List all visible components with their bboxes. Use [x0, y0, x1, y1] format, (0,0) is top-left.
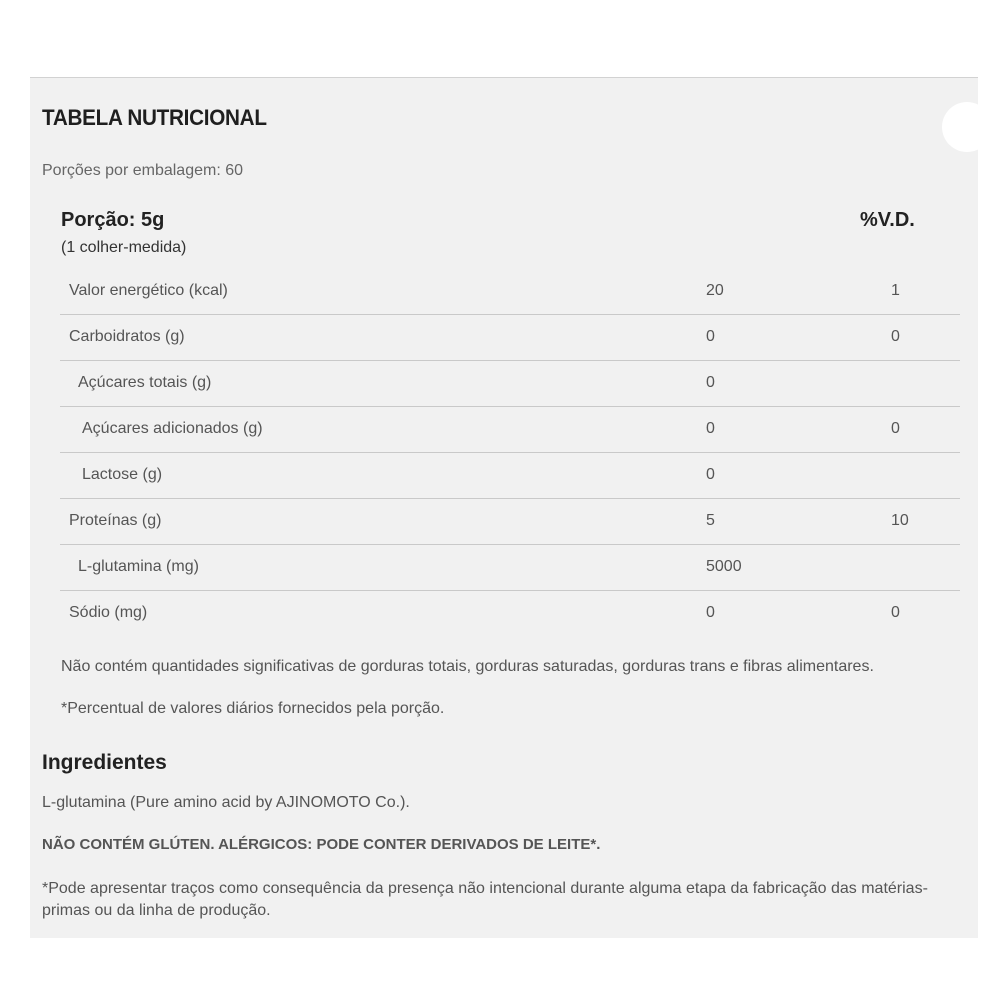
daily-value-note: *Percentual de valores diários fornecidos pela porção. — [61, 700, 445, 717]
nutrient-amount: 0 — [706, 374, 715, 391]
nutrition-panel — [30, 77, 978, 938]
servings-per-package: Porções por embalagem: 60 — [42, 162, 243, 179]
nutrient-label: Valor energético (kcal) — [69, 282, 228, 299]
table-row — [60, 453, 960, 499]
nutrient-daily-value: 0 — [891, 328, 900, 345]
decorative-circle — [942, 102, 978, 152]
nutrient-amount: 0 — [706, 328, 715, 345]
table-row — [60, 545, 960, 591]
nutrient-label: Lactose (g) — [82, 466, 163, 483]
nutrient-daily-value: 1 — [891, 282, 900, 299]
nutrient-label: Carboidratos (g) — [69, 328, 185, 345]
portion-size: Porção: 5g — [61, 209, 165, 231]
page-title: TABELA NUTRICIONAL — [42, 105, 267, 130]
daily-value-header: %V.D. — [860, 209, 915, 231]
nutrition-table — [60, 269, 960, 636]
nutrient-amount: 5 — [706, 512, 715, 529]
portion-measure: (1 colher-medida) — [61, 239, 187, 256]
nutrient-amount: 0 — [706, 466, 715, 483]
table-row — [60, 269, 960, 315]
nutrient-label: Açúcares adicionados (g) — [82, 420, 263, 437]
trace-disclaimer: *Pode apresentar traços como consequência da presença não intencional durante alguma etapa da fabricação das matérias-primas ou da linha de produção. — [42, 880, 928, 919]
nutrient-amount: 20 — [706, 282, 724, 299]
nutrient-daily-value: 0 — [891, 420, 900, 437]
nutrient-amount: 0 — [706, 420, 715, 437]
nutrient-amount: 5000 — [706, 558, 742, 575]
nutrient-label: L-glutamina (mg) — [78, 558, 199, 575]
nutrient-amount: 0 — [706, 604, 715, 621]
not-significant-note: Não contém quantidades significativas de gorduras totais, gorduras saturadas, gorduras trans e fibras alimentares. — [61, 658, 874, 675]
table-row — [60, 591, 960, 636]
ingredients-text: L-glutamina (Pure amino acid by AJINOMOTO Co.). — [42, 794, 410, 811]
table-row — [60, 361, 960, 407]
nutrient-label: Proteínas (g) — [69, 512, 162, 529]
nutrient-label: Açúcares totais (g) — [78, 374, 212, 391]
nutrient-label: Sódio (mg) — [69, 604, 148, 621]
ingredients-title: Ingredientes — [42, 751, 167, 774]
allergen-warning: NÃO CONTÉM GLÚTEN. ALÉRGICOS: PODE CONTER DERIVADOS DE LEITE*. — [42, 836, 601, 853]
nutrient-daily-value: 10 — [891, 512, 909, 529]
table-row — [60, 315, 960, 361]
table-row — [60, 499, 960, 545]
nutrient-daily-value: 0 — [891, 604, 900, 621]
table-row — [60, 407, 960, 453]
